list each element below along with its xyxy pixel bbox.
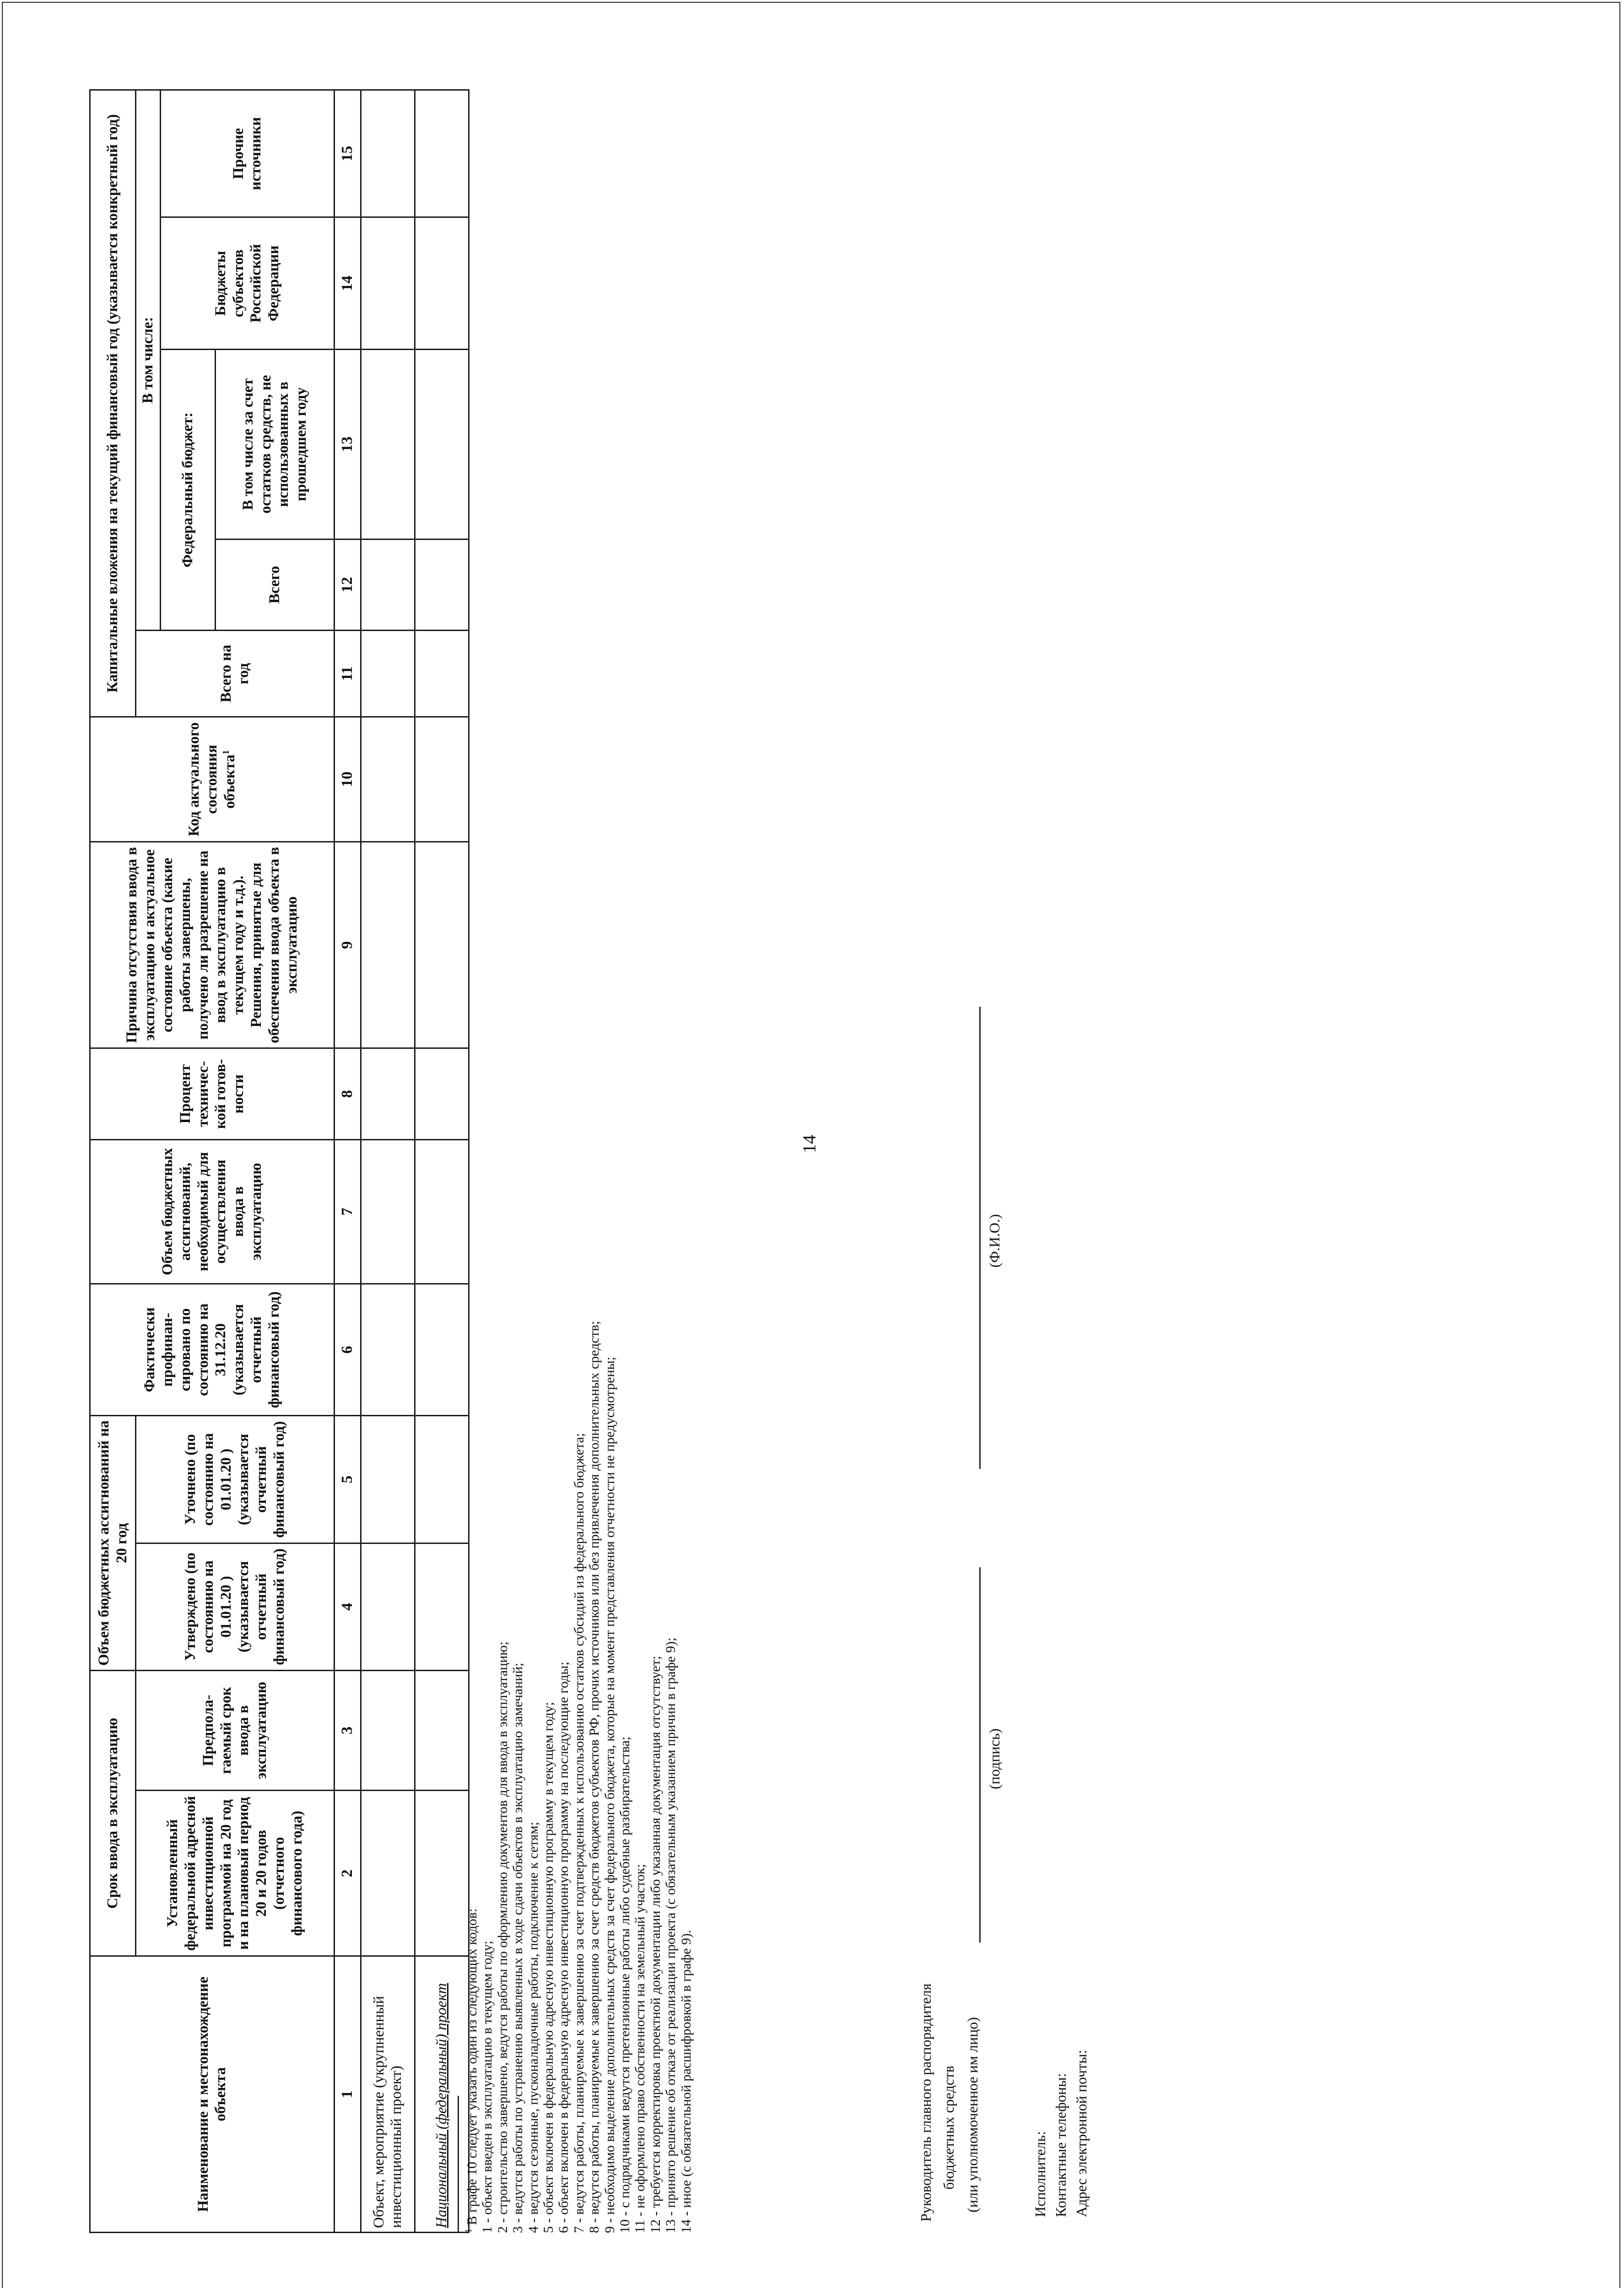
table-cell[interactable] [415,1284,469,1416]
column-number: 6 [334,1284,361,1416]
signature-caption: (подпись) [986,1728,1003,1789]
table-cell[interactable] [361,90,415,217]
executor-label: Исполнитель: [1032,2131,1048,2217]
footnote-code: 3 - ведутся работы по устранению выявленных в ходе сдачи объектов в эксплуатацию замечаний; [510,1662,526,2233]
table-cell[interactable] [415,350,469,540]
footnote-code: 14 - иное (с обязательной расшифровкой в графе 9). [678,1930,694,2233]
header-approved: Утверждено (по состоянию на 01.01.20 ) (указывается отчетный финансовый год) [136,1543,335,1670]
name-line[interactable] [979,1007,981,1469]
phones-label: Контактные телефоны: [1052,2073,1069,2217]
signature-line[interactable] [979,1567,981,1943]
table-cell[interactable] [361,842,415,1048]
footnote-code: 11 - не оформлено право собственности на земельный участок; [632,1864,648,2233]
column-number: 1 [334,1956,361,2233]
capital-investment-table [89,89,469,2233]
header-including: В том числе: [136,90,161,631]
row-label-object: Объект, мероприятие (укрупненный инвестиционный проект) [361,1956,415,2233]
column-number: 3 [334,1670,361,1790]
table-cell[interactable] [361,539,415,630]
table-cell[interactable] [361,217,415,350]
row-label-national-project: Национальный (федеральный) проект [415,1956,469,2233]
header-deadline-established: Установленный федеральной адресной инвестиционной программой на 20 год и на плановый период 20 и 20 годов (отчетного финансового года) [136,1791,335,1956]
table-cell[interactable] [415,1048,469,1139]
header-subjects-budgets: Бюджеты субъектов Российской Федерации [160,217,334,350]
table-cell[interactable] [415,90,469,217]
head-title-line2: бюджетных средств [940,2066,957,2190]
column-number: 14 [334,217,361,350]
column-number: 5 [334,1416,361,1543]
footnote-code: 5 - объект включен в федеральную адресную инвестиционную программу в текущем году; [541,1702,556,2233]
footnote-code: 12 - требуется корректировка проектной документации либо указанная документация отсутствует; [647,1656,663,2233]
table-row [415,90,469,2233]
table-cell[interactable] [361,350,415,540]
header-federal-budget: Федеральный бюджет: [160,350,215,631]
header-reason: Причина отсутствия ввода в эксплуатацию и актуальное состояние объекта (какие работы завершены, получено ли разрешение на ввод в эксплуатацию в текущем году и т.д.). Решения, принятые для обеспечения ввода объекта в эксплуатацию [90,842,335,1048]
footnote-code: 2 - строительство завершено, ведутся работы по оформлению документов для ввода в эксплуатацию; [495,1641,510,2233]
header-appropriations-volume: Объем бюджетных ассигнований на 20 год [90,1416,136,1670]
footnote-code: 1 - объект введен в эксплуатацию в текущем году; [480,1940,495,2233]
header-capital-investments: Капитальные вложения на текущий финансовый год (указывается конкретный год) [90,90,136,717]
footnote-code: 9 - необходимо выделение дополнительных средств за счет федерального бюджета, которые на момент представления отчетности не предусмотрены; [602,1356,617,2233]
page-number: 14 [799,1135,820,1153]
column-number: 9 [334,842,361,1048]
header-deadline-expected: Предпола-гаемый срок ввода в эксплуатацию [136,1670,335,1790]
header-object-name: Наименование и местонахождение объекта [90,1956,335,2233]
header-total-per-year: Всего на год [136,631,335,717]
table-cell[interactable] [415,717,469,842]
header-other-sources: Прочие источники [160,90,334,217]
table-cell[interactable] [361,1416,415,1543]
header-commissioning-deadline: Срок ввода в эксплуатацию [90,1670,136,1956]
footnote-code: 6 - объект включен в федеральную адресную инвестиционную программу на последующие годы; [556,1662,572,2233]
head-title-line1: Руководитель главного распорядителя [917,1983,934,2222]
footnote-code: 8 - ведутся работы, планируемые к завершению за счет средств бюджетов субъектов РФ, прочих источников или без привлечения дополнительных средств; [587,1321,602,2233]
head-title-line3: (или уполномоченное им лицо) [964,2017,981,2212]
header-clarified: Уточнено (по состоянию на 01.01.20 ) (указывается отчетный финансовый год) [136,1416,335,1543]
footnote-code: 4 - ведутся сезонные, пусконаладочные работы, подключение к сетям; [525,1822,541,2233]
table-cell[interactable] [361,1048,415,1139]
header-readiness-percent: Процент техничес-кой готов-ности [90,1048,335,1139]
name-caption: (Ф.И.О.) [986,1214,1003,1268]
footnote-separator [458,2096,459,2233]
header-state-code: Код актуального состояния объекта$^1$ [90,717,335,842]
table-cell[interactable] [361,631,415,717]
footnote-code: 13 - принято решение об отказе от реализации проекта (с обязательным указанием причин в графе 9); [663,1637,679,2233]
header-required-volume: Объем бюджетных ассигнований, необходимый для осуществления ввода в эксплуатацию [90,1139,335,1284]
table-cell[interactable] [415,1670,469,1790]
column-number: 8 [334,1048,361,1139]
footnote-intro: $^1$ В графе 10 следует указать один из следующих кодов: [464,1908,480,2233]
column-number: 11 [334,631,361,717]
footnote-code: 7 - ведутся работы, планируемые к завершению за счет подтвержденных к использованию остатков субсидий из федерального бюджета; [571,1433,587,2233]
header-federal-total: Всего [215,539,334,630]
column-number: 2 [334,1791,361,1956]
table-cell[interactable] [415,631,469,717]
column-number: 10 [334,717,361,842]
table-cell[interactable] [361,1791,415,1956]
table-cell[interactable] [415,539,469,630]
footnotes [464,128,694,2233]
column-number: 15 [334,90,361,217]
header-federal-remainders: В том числе за счет остатков средств, не использованных в прошедшем году [215,350,334,540]
table-cell[interactable] [415,217,469,350]
column-number: 12 [334,539,361,630]
column-number: 7 [334,1139,361,1284]
table-cell[interactable] [415,1791,469,1956]
table-cell[interactable] [415,1139,469,1284]
table-cell[interactable] [415,842,469,1048]
footnote-code: 10 - с подрядчиками ведутся претензионные работы либо судебные разбирательства; [617,1736,633,2233]
table-cell[interactable] [361,1543,415,1670]
table-cell[interactable] [361,1284,415,1416]
table-row [361,90,415,2233]
table-cell[interactable] [361,1139,415,1284]
table-cell[interactable] [415,1416,469,1543]
column-number: 4 [334,1543,361,1670]
table-cell[interactable] [361,717,415,842]
column-number: 13 [334,350,361,540]
header-actually-financed: Фактически профинан-сировано по состоянию на 31.12.20 (указывается отчетный финансовый год) [90,1284,335,1416]
email-label: Адрес электронной почты: [1073,2050,1090,2217]
table-cell[interactable] [415,1543,469,1670]
table-cell[interactable] [361,1670,415,1790]
